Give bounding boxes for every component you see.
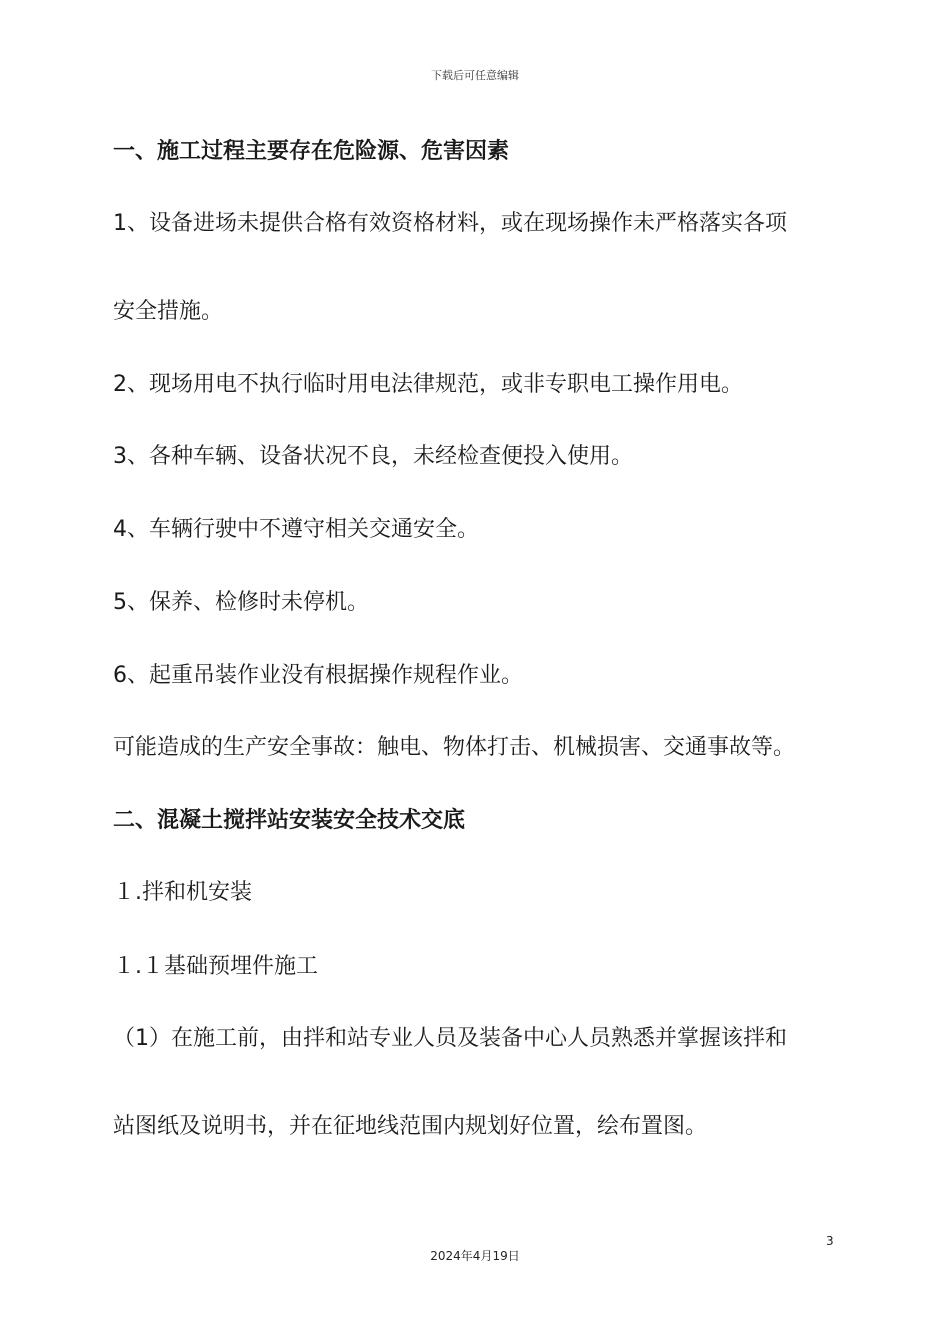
item-2: 2、现场用电不执行临时用电法律规范，或非专职电工操作用电。 — [113, 372, 743, 397]
item-1-line-1: 1、设备进场未提供合格有效资格材料，或在现场操作未严格落实各项 — [113, 211, 787, 236]
section-2-heading: 二、混凝土搅拌站安装安全技术交底 — [113, 808, 466, 833]
page-footer-date: 2024年4月19日 — [430, 1249, 520, 1263]
item-4: 4、车辆行驶中不遵守相关交通安全。 — [113, 517, 479, 542]
paragraph-1-line-1: （1）在施工前，由拌和站专业人员及装备中心人员熟悉并掌握该拌和 — [113, 1026, 787, 1051]
subsection-1-1: １.１基础预埋件施工 — [113, 954, 318, 979]
page-header: 下载后可任意编辑 — [431, 69, 519, 82]
paragraph-1-line-2: 站图纸及说明书，并在征地线范围内规划好位置，绘布置图。 — [113, 1114, 708, 1139]
page-number: 3 — [826, 1234, 834, 1248]
accidents-summary: 可能造成的生产安全事故：触电、物体打击、机械损害、交通事故等。 — [113, 735, 796, 760]
item-6: 6、起重吊装作业没有根据操作规程作业。 — [113, 663, 523, 688]
item-5: 5、保养、检修时未停机。 — [113, 590, 369, 615]
item-3: 3、各种车辆、设备状况不良，未经检查便投入使用。 — [113, 444, 633, 469]
item-1-line-2: 安全措施。 — [113, 299, 224, 324]
subsection-1: １.拌和机安装 — [113, 880, 252, 905]
section-1-heading: 一、施工过程主要存在危险源、危害因素 — [113, 139, 510, 164]
